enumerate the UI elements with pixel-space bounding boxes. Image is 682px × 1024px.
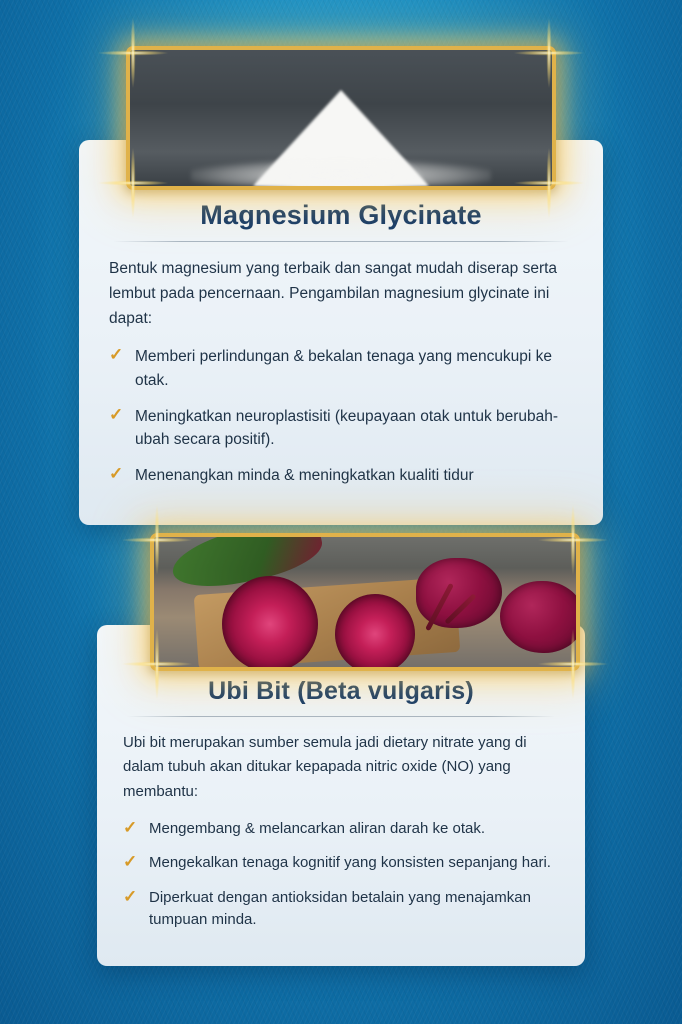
beetroot-photo <box>154 537 576 667</box>
check-icon: ✓ <box>123 886 138 906</box>
list-item <box>123 887 559 932</box>
beet-half-decoration <box>222 576 318 667</box>
title-divider <box>113 241 569 242</box>
list-item <box>109 464 573 487</box>
whole-beet-decoration <box>416 558 502 628</box>
list-item <box>123 818 559 841</box>
list-item <box>123 852 559 875</box>
section-magnesium-glycinate <box>0 46 682 525</box>
beetroot-photo-wrapper <box>150 533 580 671</box>
card-intro-text: Bentuk magnesium yang terbaik dan sangat mudah diserap serta lembut pada pencernaan. Pengambilan magnesium glycinate ini dapat: <box>109 260 558 328</box>
list-item-text: Mengembang & melancarkan aliran darah ke otak. <box>149 819 486 837</box>
card-title: Magnesium Glycinate <box>200 200 482 230</box>
beet-half-decoration <box>335 594 415 667</box>
section-ubi-bit <box>0 533 682 966</box>
beetroot-photo-frame <box>150 533 580 671</box>
list-item-text: Mengekalkan tenaga kognitif yang konsisten sepanjang hari. <box>149 854 551 872</box>
list-item <box>109 345 573 392</box>
list-item-text: Meningkatkan neuroplastisiti (keupayaan otak untuk berubah-ubah secara positif). <box>135 407 559 449</box>
check-icon: ✓ <box>109 464 124 484</box>
magnesium-glycinate-photo-frame <box>126 46 556 190</box>
magnesium-glycinate-photo-wrapper <box>126 46 556 190</box>
check-icon: ✓ <box>109 345 124 365</box>
benefits-list <box>123 818 559 932</box>
magnesium-glycinate-card <box>79 140 603 525</box>
check-icon: ✓ <box>109 404 124 424</box>
title-divider <box>127 716 555 717</box>
card-title: Ubi Bit (Beta vulgaris) <box>208 677 474 705</box>
list-item-text: Menenangkan minda & meningkatkan kualiti tidur <box>135 467 474 485</box>
magnesium-glycinate-powder-photo <box>130 50 552 186</box>
check-icon: ✓ <box>123 817 138 837</box>
check-icon: ✓ <box>123 852 138 872</box>
ubi-bit-card <box>97 625 585 966</box>
card-intro-text: Ubi bit merupakan sumber semula jadi dietary nitrate yang di dalam tubuh akan ditukar kepapada nitric oxide (NO) yang membantu: <box>123 734 527 800</box>
list-item-text: Memberi perlindungan & bekalan tenaga yang mencukupi ke otak. <box>135 348 553 389</box>
list-item-text: Diperkuat dengan antioksidan betalain yang menajamkan tumpuan minda. <box>149 888 531 929</box>
list-item <box>109 405 573 452</box>
benefits-list <box>109 345 573 487</box>
whole-beet-decoration <box>500 581 576 653</box>
